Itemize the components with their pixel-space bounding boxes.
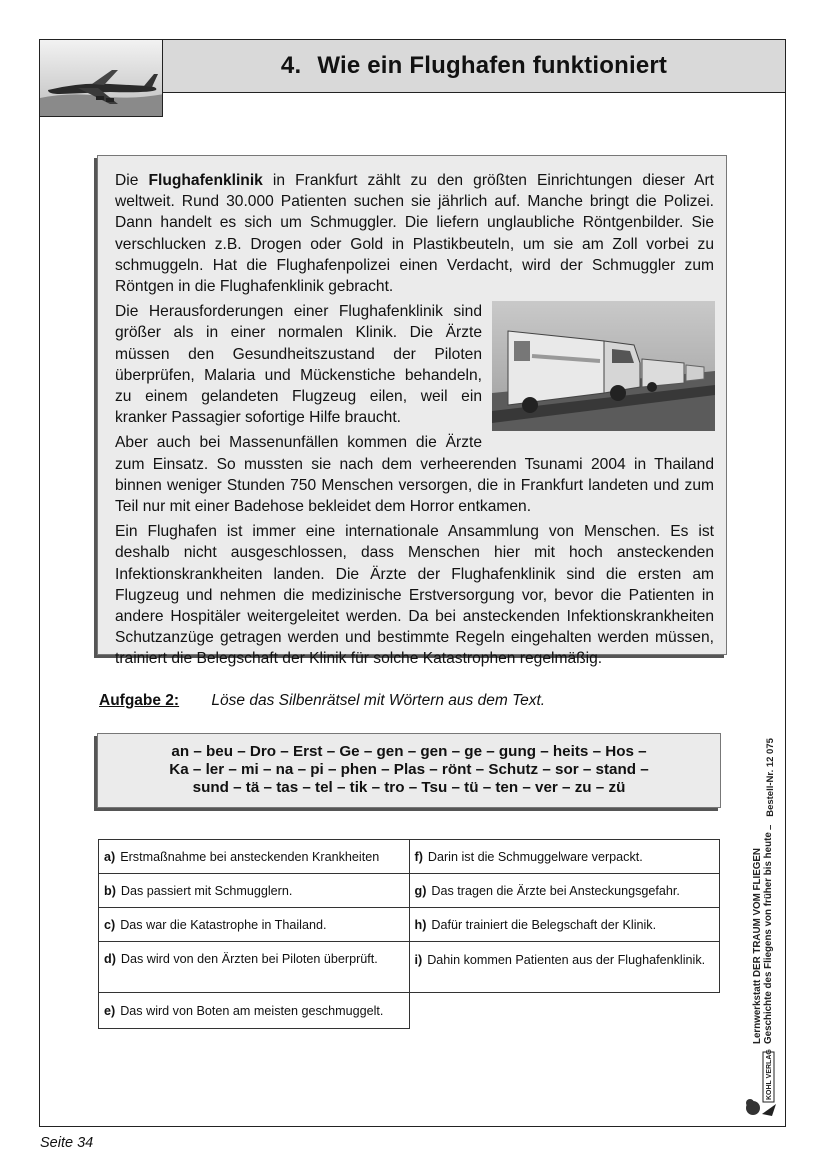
syllable-line-1: an – beu – Dro – Erst – Ge – gen – gen – ge – gung – heits – Hos – (171, 743, 647, 760)
order-number: – Bestell-Nr. 12 075 (765, 738, 776, 830)
airplane-photo (40, 40, 163, 117)
paragraph-4: Ein Flughafen ist immer eine internationale Ansammlung von Menschen. Es ist deshalb nicht ausgeschlossen, dass Menschen hier mit hoch ansteckenden Infektionskrankheiten landen. Die Ärzte der Flughafenklinik sind die ersten am Flugzeug und nehmen die medizinische Erstversorgung vor, bevor die Patienten in andere Hospitäler weitergeleitet werden. Da bei ansteckenden Infektionskrankheiten Schutzanzüge getragen werden und bestimmte Regeln eingehalten werden müssen, trainiert die Belegschaft der Klinik für solche Katastrophen regelmäßig. (115, 523, 714, 668)
syllable-box (97, 733, 721, 808)
paragraph-2: Die Herausforderungen einer Flughafenklinik sind größer als in einer normalen Klinik. Die Ärzte müssen den Gesundheitszustand der Piloten überprüfen, Malaria und Mückenstiche behandeln, zu einem gelandeten Flugzeug eilen, weil ein kranker Passagier sofortige Hilfe braucht. (115, 303, 482, 427)
table-row (99, 908, 720, 942)
empty-cell (409, 993, 720, 1029)
ambulance-photo (492, 301, 715, 431)
sidebar-line-1: Lernwerkstatt DER TRAUM VOM FLIEGEN (752, 848, 763, 1044)
chapter-number: 4. (280, 52, 302, 79)
header-image (39, 39, 163, 117)
syllable-line-2: Ka – ler – mi – na – pi – phen – Plas – rönt – Schutz – sor – stand – (169, 761, 649, 778)
table-row (99, 840, 720, 874)
question-e: e) Das wird von Boten am meisten geschmuggelt. (99, 993, 410, 1029)
question-d: d) Das wird von den Ärzten bei Piloten überprüft. (99, 942, 410, 993)
syllable-line-3: sund – tä – tas – tel – tik – tro – Tsu – tü – ten – ver – zu – zü (192, 779, 626, 796)
page-title (281, 52, 667, 80)
sidebar-line-2: Geschichte des Fliegens von früher bis heute (763, 832, 774, 1044)
task-heading (99, 692, 545, 710)
table-row (99, 874, 720, 908)
sidebar-credits (752, 824, 796, 1044)
paragraph-1: Die Flughafenklinik in Frankfurt zählt zu den größten Einrichtungen dieser Art weltweit. Rund 30.000 Patienten suchen sie jährlich auf. Manche bringt die Polizei. Dann handelt es sich um Schmuggler. Die liefern unglaubliche Röntgenbilder. Sie verschlucken z.B. Drogen oder Gold in Plastikbeuteln, um sie am Zoll vorbei zu schmuggeln. Hat die Flughafenpolizei einen Verdacht, wird der Schmuggler zum Röntgen in die Flughafenklinik gebracht. (115, 172, 714, 296)
chapter-title: Wie ein Flughafen funktioniert (317, 52, 668, 79)
task-instruction: Löse das Silbenrätsel mit Wörtern aus dem Text. (211, 692, 546, 709)
table-row (99, 942, 720, 993)
question-b: b) Das passiert mit Schmugglern. (99, 874, 410, 908)
task-label: Aufgabe 2: (99, 692, 180, 709)
question-c: c) Das war die Katastrophe in Thailand. (99, 908, 410, 942)
publisher-name: KOHL VERLAG (766, 1049, 773, 1100)
title-bar (162, 39, 786, 93)
page-number: Seite 34 (40, 1135, 94, 1151)
question-i: i) Dahin kommen Patienten aus der Flughafenklinik. (409, 942, 720, 993)
publisher-logo (742, 1048, 778, 1118)
question-h: h) Dafür trainiert die Belegschaft der Klinik. (409, 908, 720, 942)
table-row (99, 993, 720, 1029)
article-box (97, 155, 727, 668)
paragraph-3: Aber auch bei Massenunfällen kommen die Ärzte zum Einsatz. So mussten sie nach dem verheerenden Tsunami 2004 in Thailand binnen weniger Stunden 750 Menschen versorgen, die in Frankfurt landeten und zum Teil nur mit einer Badehose bekleidet dem Horror entkamen. (115, 434, 714, 516)
question-g: g) Das tragen die Ärzte bei Ansteckungsgefahr. (409, 874, 720, 908)
term-flughafenklinik: Flughafenklinik (148, 172, 263, 189)
question-a: a) Erstmaßnahme bei ansteckenden Krankheiten (99, 840, 410, 874)
question-table (98, 839, 720, 1029)
question-f: f) Darin ist die Schmuggelware verpackt. (409, 840, 720, 874)
